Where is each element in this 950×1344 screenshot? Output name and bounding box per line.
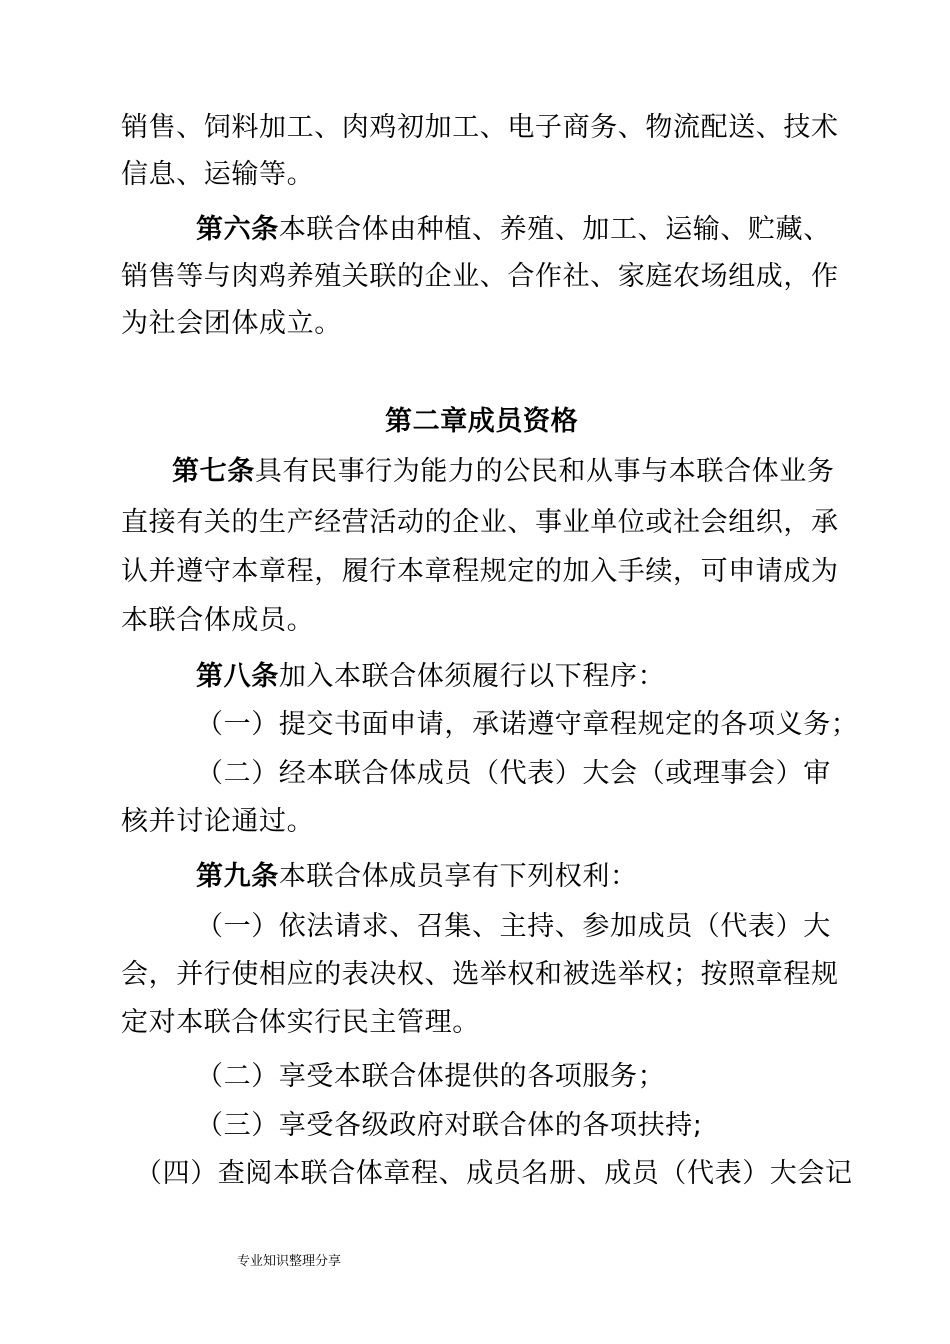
article-9-item-2: （二）享受本联合体提供的各项服务； [196, 1061, 666, 1092]
article-9-item-1-line-3: 定对本联合体实行民主管理。 [121, 1007, 480, 1038]
article-8-label: 第八条 [196, 661, 279, 692]
article-5-continuation-line-2: 信息、运输等。 [121, 159, 315, 190]
article-9-item-1-line-2: 会，并行使相应的表决权、选举权和被选举权；按照章程规 [121, 959, 839, 990]
article-6-label: 第六条 [196, 214, 279, 245]
article-7-label: 第七条 [172, 456, 255, 487]
article-7-line-4: 本联合体成员。 [121, 605, 315, 636]
article-7-line-3: 认并遵守本章程，履行本章程规定的加入手续，可申请成为 [121, 556, 839, 587]
article-8-item-2-line-1: （二）经本联合体成员（代表）大会（或理事会）审 [196, 758, 831, 789]
article-7-line-2: 直接有关的生产经营活动的企业、事业单位或社会组织，承 [121, 507, 839, 538]
article-9-item-4-line-1: （四）查阅本联合体章程、成员名册、成员（代表）大会记 [135, 1158, 853, 1189]
article-7-text: 具有民事行为能力的公民和从事与本联合体业务 [254, 456, 835, 487]
article-8-item-2-line-2: 核并讨论通过。 [121, 806, 315, 837]
chapter-2-heading: 第二章成员资格 [385, 406, 579, 437]
article-9-label: 第九条 [196, 861, 279, 892]
article-9-line-1 [196, 860, 638, 894]
article-6-text: 本联合体由种植、养殖、加工、运输、贮藏、 [278, 214, 831, 245]
article-7-line-1 [172, 455, 834, 489]
article-9-item-1-line-1: （一）依法请求、召集、主持、参加成员（代表）大 [196, 911, 831, 942]
article-9-item-3: （三）享受各级政府对联合体的各项扶持; [196, 1110, 703, 1141]
article-9-text: 本联合体成员享有下列权利： [278, 861, 638, 892]
article-8-text: 加入本联合体须履行以下程序： [278, 661, 666, 692]
article-5-continuation-line-1: 销售、饲料加工、肉鸡初加工、电子商务、物流配送、技术 [121, 112, 839, 143]
article-8-item-1: （一）提交书面申请，承诺遵守章程规定的各项义务； [196, 709, 859, 740]
article-8-line-1 [196, 660, 665, 694]
article-6-line-1 [196, 213, 831, 247]
article-6-line-2: 销售等与肉鸡养殖关联的企业、合作社、家庭农场组成，作 [121, 261, 839, 292]
article-6-line-3: 为社会团体成立。 [121, 308, 342, 339]
page-footer: 专业知识整理分享 [237, 1254, 342, 1269]
